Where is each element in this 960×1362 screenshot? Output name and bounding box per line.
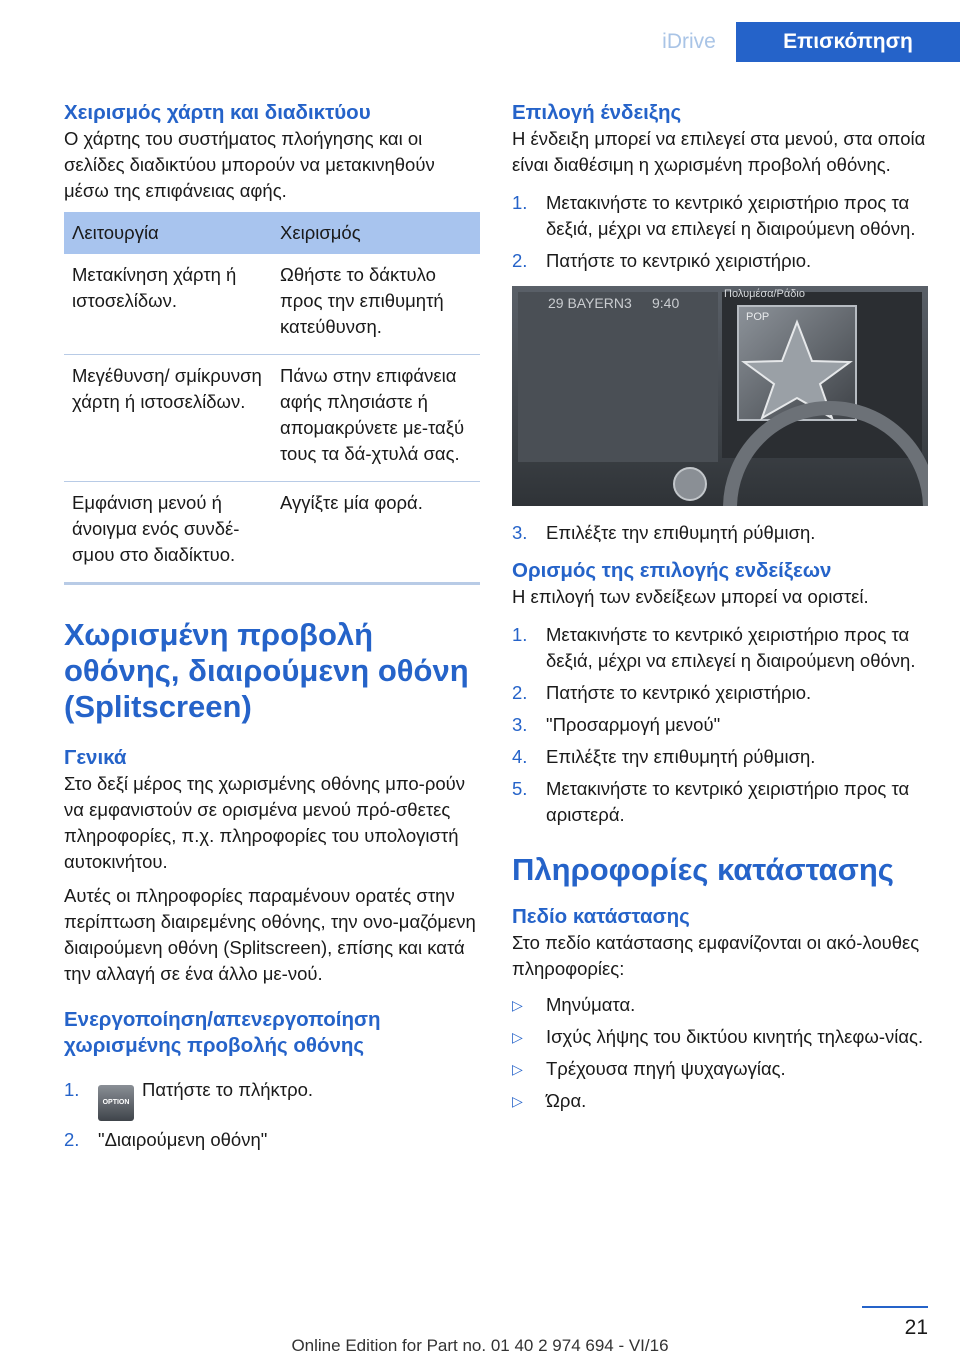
list-item (512, 744, 928, 770)
field-title: Πεδίο κατάστασης (512, 905, 690, 928)
table-cell: Εμφάνιση μενού ή άνοιγμα ενός συνδέ-σμου στο διαδίκτυο. (64, 482, 272, 584)
header-section: iDrive (662, 30, 716, 53)
general-title: Γενικά (64, 746, 127, 769)
bullet-triangle-icon: ▷ (512, 1093, 523, 1109)
list-item (512, 622, 928, 674)
table-row (64, 254, 480, 355)
step-number: 2. (512, 682, 528, 703)
split-title: Χωρισμένη προβολή οθόνης, διαιρούμενη οθόνη (Splitscreen) (64, 617, 469, 724)
bullet-text: Ισχύς λήψης του δικτύου κινητής τηλεφω-νίας. (546, 1026, 924, 1047)
splitscreen-photo (512, 286, 928, 506)
define-steps (512, 622, 928, 828)
display-title: Επιλογή ένδειξης (512, 101, 682, 124)
table-cell: Μετακίνηση χάρτη ή ιστοσελίδων. (64, 254, 272, 355)
table-cell: Μεγέθυνση/ σμίκρυνση χάρτη ή ιστοσελίδων. (64, 355, 272, 482)
table-header: Χειρισμός (272, 212, 480, 254)
step-text: Πατήστε το κεντρικό χειριστήριο. (546, 250, 812, 271)
station-label: 29 BAYERN3 (548, 295, 632, 311)
activate-title: Ενεργοποίηση/απενεργοποίηση χωρισμένης προβολής οθόνης (64, 1008, 381, 1057)
list-item (512, 776, 928, 828)
step-text: "Διαιρούμενη οθόνη" (98, 1129, 268, 1150)
table-cell: Πάνω στην επιφάνεια αφής πλησιάστε ή απομακρύνετε με-ταξύ τους τα δά-χτυλά σας. (272, 355, 480, 482)
header-chapter: Επισκόπηση (736, 22, 960, 62)
table-header-row (64, 212, 480, 254)
display-steps (512, 190, 928, 274)
display-intro: Η ένδειξη μπορεί να επιλεγεί στα μενού, στα οποία είναι διαθέσιμη η χωρισμένη προβολή οθόνης. (512, 128, 926, 175)
status-bullets (512, 992, 928, 1114)
map-table (64, 212, 480, 585)
list-item (512, 1056, 928, 1082)
step-number: 3. (512, 714, 528, 735)
bullet-triangle-icon: ▷ (512, 997, 523, 1013)
bullet-triangle-icon: ▷ (512, 1061, 523, 1077)
list-item (512, 520, 928, 546)
left-column (64, 100, 480, 1159)
step-number: 2. (64, 1129, 80, 1150)
list-item (512, 1088, 928, 1114)
screen-illustration (512, 286, 928, 506)
knob-icon (674, 468, 706, 500)
list-item (64, 1077, 480, 1121)
define-title: Ορισμός της επιλογής ενδείξεων (512, 559, 832, 582)
page-number: 21 (904, 1316, 928, 1339)
genre-label: POP (746, 311, 770, 323)
menu-label: Πολυμέσα/Ράδιο (724, 288, 805, 300)
step-number: 4. (512, 746, 528, 767)
step-number: 1. (512, 192, 528, 213)
list-item (64, 1127, 480, 1153)
list-item (512, 992, 928, 1018)
step-text: Μετακινήστε το κεντρικό χειριστήριο προς τα δεξιά, μέχρι να επιλεγεί η διαιρούμενη οθόνη. (546, 192, 916, 239)
display-steps-2 (512, 520, 928, 546)
step-number: 5. (512, 778, 528, 799)
status-title: Πληροφορίες κατάστασης (512, 852, 894, 887)
table-cell: Ωθήστε το δάκτυλο προς την επιθυμητή κατεύθυνση. (272, 254, 480, 355)
step-text: Μετακινήστε το κεντρικό χειριστήριο προς τα αριστερά. (546, 778, 910, 825)
left-pane (518, 292, 718, 462)
footer-edition: Online Edition for Part no. 01 40 2 974 694 - VI/16 (291, 1336, 669, 1355)
map-title: Χειρισμός χάρτη και διαδικτύου (64, 101, 371, 124)
step-number: 1. (512, 624, 528, 645)
step-text: Επιλέξτε την επιθυμητή ρύθμιση. (546, 746, 816, 767)
bullet-text: Μηνύματα. (546, 994, 636, 1015)
option-button-icon: OPTION (98, 1085, 134, 1121)
bullet-text: Τρέχουσα πηγή ψυχαγωγίας. (546, 1058, 786, 1079)
page-header (0, 22, 960, 62)
step-text: "Προσαρμογή μενού" (546, 714, 721, 735)
table-row (64, 482, 480, 584)
table-header: Λειτουργία (64, 212, 272, 254)
step-number: 2. (512, 250, 528, 271)
step-number: 3. (512, 522, 528, 543)
list-item (512, 248, 928, 274)
activate-steps (64, 1077, 480, 1153)
table-row (64, 355, 480, 482)
time-label: 9:40 (652, 295, 680, 311)
general-p1: Στο δεξί μέρος της χωρισμένης οθόνης μπο-ρούν να εμφανιστούν σε ορισμένα μενού πρό-σθετες πληροφορίες, π.χ. πληροφορίες του υπολογιστή αυτοκινήτου. (64, 773, 465, 872)
map-intro: Ο χάρτης του συστήματος πλοήγησης και οι σελίδες διαδικτύου μπορούν να μετακινηθούν μέσω της επιφάνειας αφής. (64, 128, 435, 201)
list-item (512, 712, 928, 738)
list-item (512, 1024, 928, 1050)
step-text: Πατήστε το πλήκτρο. (142, 1079, 314, 1100)
step-number: 1. (64, 1079, 80, 1100)
footer-rule (862, 1306, 928, 1308)
step-text: Μετακινήστε το κεντρικό χειριστήριο προς τα δεξιά, μέχρι να επιλεγεί η διαιρούμενη οθόνη. (546, 624, 916, 671)
right-column (512, 100, 928, 1120)
bullet-triangle-icon: ▷ (512, 1029, 523, 1045)
define-intro: Η επιλογή των ενδείξεων μπορεί να οριστεί. (512, 586, 869, 607)
step-text: Επιλέξτε την επιθυμητή ρύθμιση. (546, 522, 816, 543)
list-item (512, 680, 928, 706)
bullet-text: Ώρα. (546, 1090, 587, 1111)
general-p2: Αυτές οι πληροφορίες παραμένουν ορατές στην περίπτωση διαιρεμένης οθόνης, την ονο-μαζόμενη διαιρούμενη οθόνη (Splitscreen), επίσης και κατά την αλλαγή σε ένα άλλο με-νού. (64, 885, 476, 984)
table-cell: Αγγίξτε μία φορά. (272, 482, 480, 584)
field-intro: Στο πεδίο κατάστασης εμφανίζονται οι ακό-λουθες πληροφορίες: (512, 932, 920, 979)
list-item (512, 190, 928, 242)
step-text: Πατήστε το κεντρικό χειριστήριο. (546, 682, 812, 703)
